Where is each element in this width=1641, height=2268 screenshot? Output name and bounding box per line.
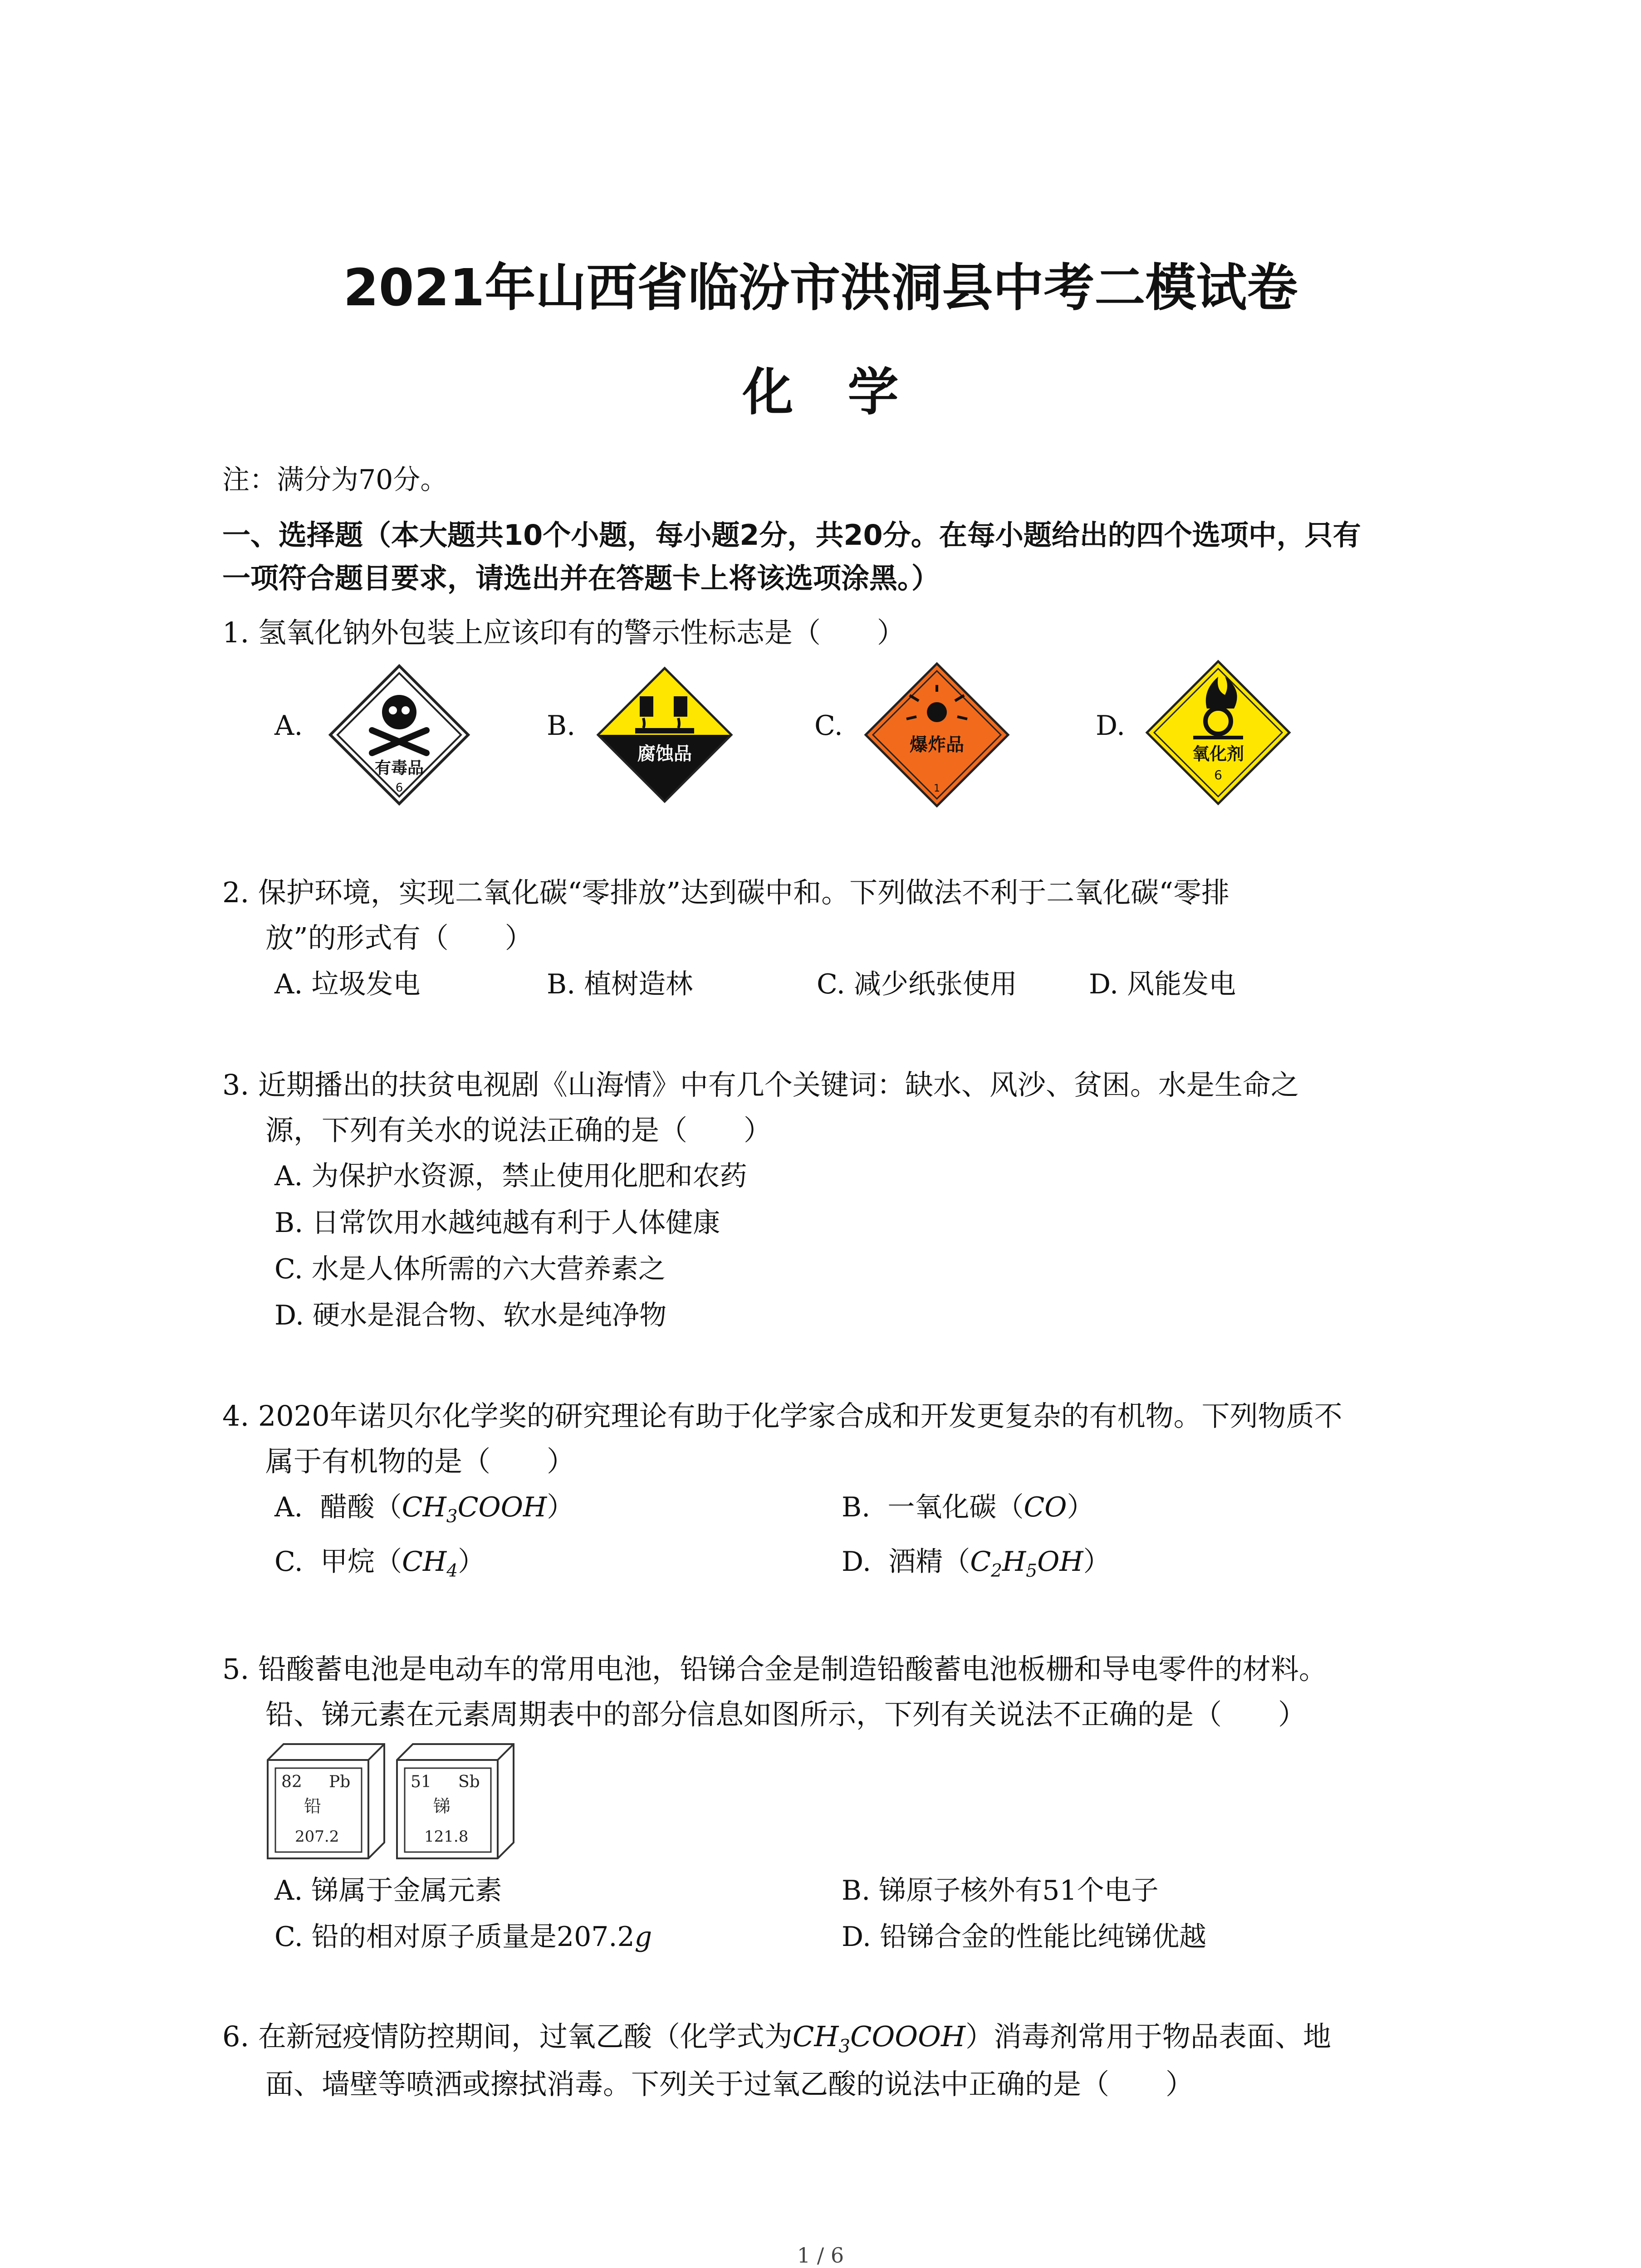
q4-option-a-text: 醋酸（ xyxy=(320,1491,402,1523)
q4-option-b-text: 一氧化碳（ xyxy=(887,1491,1024,1523)
page-number: 1 / 6 xyxy=(797,2243,844,2268)
q2-stem-line1: 2. 保护环境，实现二氧化碳“零排放”达到碳中和。下列做法不利于二氧化碳“零排 xyxy=(222,876,1230,909)
q1-stem: 1. 氢氧化钠外包装上应该印有的警示性标志是（ ） xyxy=(222,616,905,649)
element-card-pb xyxy=(265,1742,388,1862)
q4-stem-line2: 属于有机物的是（ ） xyxy=(265,1445,575,1478)
page-title: 2021年山西省临汾市洪洞县中考二模试卷 xyxy=(343,259,1298,318)
q4-option-d-formula: $C_2H_5OH$ xyxy=(970,1546,1083,1581)
q2-option-a: A. 垃圾发电 xyxy=(274,968,421,1000)
pb-atomic-number: 82 xyxy=(281,1773,302,1791)
q4-option-b: B. 一氧化碳（CO） xyxy=(842,1491,1094,1523)
explosive-sign-icon xyxy=(862,660,1012,810)
q5-stem-line2: 铅、锑元素在元素周期表中的部分信息如图所示，下列有关说法不正确的是（ ） xyxy=(265,1698,1307,1731)
sb-atomic-number: 51 xyxy=(411,1773,431,1791)
q3-option-c: C. 水是人体所需的六大营养素之 xyxy=(274,1253,666,1285)
pb-name: 铅 xyxy=(304,1796,322,1816)
pb-mass: 207.2 xyxy=(295,1828,339,1846)
sb-mass: 121.8 xyxy=(424,1828,469,1846)
q4-option-a: A. 醋酸$(CH_3COOH)$ xyxy=(274,1491,574,1527)
oxidizer-sign-icon xyxy=(1143,658,1293,807)
explosive-sign-number: 1 xyxy=(934,783,940,794)
q3-stem-line2: 源，下列有关水的说法正确的是（ ） xyxy=(265,1114,772,1147)
q6-stem-line2: 面、墙壁等喷洒或擦拭消毒。下列关于过氧乙酸的说法中正确的是（ ） xyxy=(265,2068,1194,2101)
subject-title: 化学 xyxy=(742,363,953,422)
toxic-sign-label: 有毒品 xyxy=(374,759,424,777)
q2-option-c: C. 减少纸张使用 xyxy=(817,968,1017,1000)
q4-option-d-text: 酒精（ xyxy=(888,1546,970,1578)
corrosive-sign-icon xyxy=(594,665,735,805)
score-note: 注：满分为70分。 xyxy=(222,464,448,496)
pb-symbol: Pb xyxy=(329,1773,351,1791)
section-heading-line2: 一项符合题目要求，请选出并在答题卡上将该选项涂黑。） xyxy=(222,562,940,595)
q5-option-d: D. 铅锑合金的性能比纯锑优越 xyxy=(842,1921,1207,1953)
toxic-sign-number: 6 xyxy=(395,781,403,795)
q4-option-c: C. 甲烷$(CH_4)$ xyxy=(274,1546,485,1581)
oxidizer-sign-label: 氧化剂 xyxy=(1192,744,1244,764)
q1-option-d-letter: D. xyxy=(1096,710,1126,742)
q3-option-a: A. 为保护水资源，禁止使用化肥和农药 xyxy=(274,1160,747,1192)
explosive-sign-label: 爆炸品 xyxy=(910,734,964,755)
q4-option-d-letter: D. xyxy=(842,1546,872,1578)
q4-option-d: D. 酒精$(C_2H_5OH)$ xyxy=(842,1546,1111,1581)
q5-option-a: A. 锑属于金属元素 xyxy=(274,1875,502,1906)
toxic-sign-icon xyxy=(327,662,472,807)
q3-option-b: B. 日常饮用水越纯越有利于人体健康 xyxy=(274,1207,720,1239)
corrosive-sign-label: 腐蚀品 xyxy=(637,743,692,764)
q6-stem-line1: 6. 在新冠疫情防控期间，过氧乙酸（化学式为$CH_3COOOH$）消毒剂常用于物品表面、地 xyxy=(222,2020,1332,2057)
element-card-sb xyxy=(395,1742,517,1862)
q3-stem-line1: 3. 近期播出的扶贫电视剧《山海情》中有几个关键词：缺水、风沙、贫困。水是生命之 xyxy=(222,1068,1299,1101)
q2-stem-line2: 放”的形式有（ ） xyxy=(265,921,533,954)
q2-option-b: B. 植树造林 xyxy=(547,968,693,1000)
q4-option-c-formula: $CH_4$ xyxy=(402,1546,458,1581)
q4-option-a-formula: $CH_3COOH$ xyxy=(402,1491,547,1527)
q6-formula: $CH_3COOOH$ xyxy=(792,2020,966,2057)
q2-option-d: D. 风能发电 xyxy=(1089,968,1236,1000)
q4-option-c-letter: C. xyxy=(274,1546,303,1578)
q3-option-d: D. 硬水是混合物、软水是纯净物 xyxy=(274,1300,667,1331)
section-heading-line1: 一、选择题（本大题共10个小题，每小题2分，共20分。在每小题给出的四个选项中，只有 xyxy=(222,518,1361,552)
q1-option-a-letter: A. xyxy=(274,710,303,742)
q4-stem-line1: 4. 2020年诺贝尔化学奖的研究理论有助于化学家合成和开发更复杂的有机物。下列物质不 xyxy=(222,1399,1342,1432)
sb-name: 锑 xyxy=(433,1796,451,1816)
q5-option-c: C. 铅的相对原子质量是207.2g xyxy=(274,1921,652,1953)
q1-option-b-letter: B. xyxy=(547,710,576,742)
q5-option-b: B. 锑原子核外有51个电子 xyxy=(842,1875,1159,1906)
q4-option-b-letter: B. xyxy=(842,1491,871,1523)
q4-option-a-letter: A. xyxy=(274,1491,303,1523)
q4-option-c-text: 甲烷（ xyxy=(320,1546,402,1578)
sb-symbol: Sb xyxy=(458,1773,480,1791)
q5-stem-line1: 5. 铅酸蓄电池是电动车的常用电池，铅锑合金是制造铅酸蓄电池板栅和导电零件的材料。 xyxy=(222,1652,1327,1686)
oxidizer-sign-number: 6 xyxy=(1214,767,1222,782)
q4-option-b-formula: CO xyxy=(1024,1491,1067,1523)
q1-option-c-letter: C. xyxy=(814,710,843,742)
